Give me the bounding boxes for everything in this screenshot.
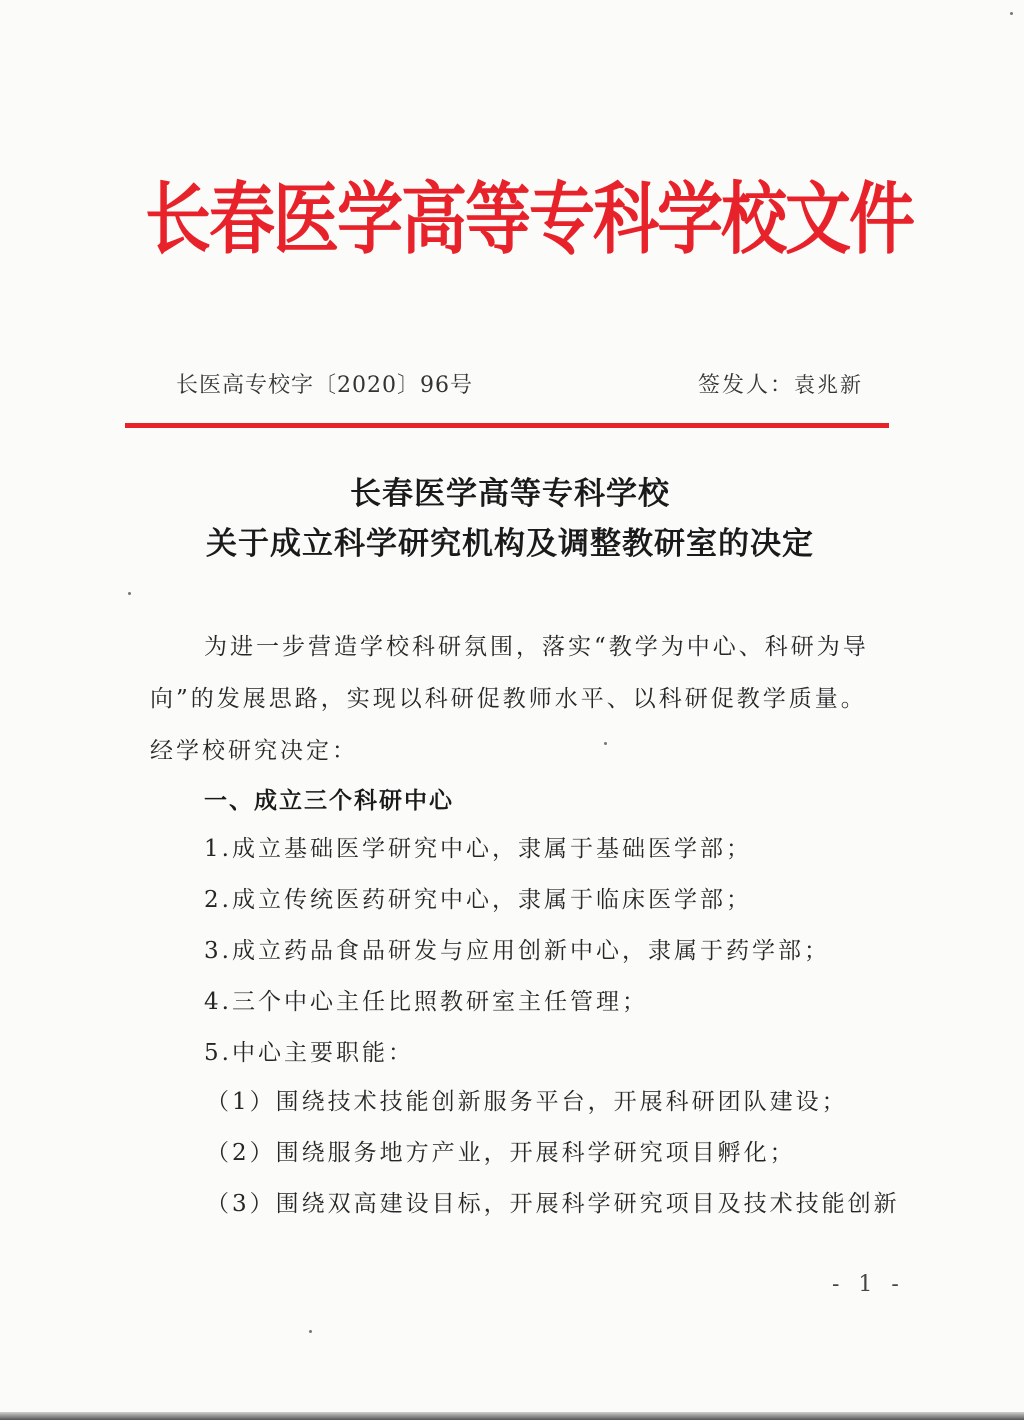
document-number: 长医高专校字〔2020〕96号 <box>176 373 473 398</box>
document-title-line-1: 长春医学高等专科学校 <box>350 476 670 512</box>
red-divider <box>125 423 889 428</box>
list-item-4: 4.三个中心主任比照教研室主任管理； <box>204 989 648 1015</box>
list-item-2: 2.成立传统医药研究中心，隶属于临床医学部； <box>204 887 752 913</box>
list-item-5: 5.中心主要职能： <box>204 1040 414 1066</box>
scan-edge <box>0 1412 1024 1420</box>
scan-speck <box>128 592 131 595</box>
list-item-1: 1.成立基础医学研究中心，隶属于基础医学部； <box>204 836 752 862</box>
section-heading: 一、成立三个科研中心 <box>204 788 454 814</box>
signer-name: 袁兆新 <box>794 373 864 397</box>
sub-item-1: （1）围绕技术技能创新服务平台，开展科研团队建设； <box>206 1089 848 1115</box>
scan-speck <box>604 742 607 745</box>
sub-item-3: （3）围绕双高建设目标，开展科学研究项目及技术技能创新 <box>206 1191 900 1217</box>
document-title-line-2: 关于成立科学研究机构及调整教研室的决定 <box>206 526 814 562</box>
intro-line-1: 为进一步营造学校科研氛围，落实“教学为中心、科研为导 <box>204 634 869 660</box>
list-item-3: 3.成立药品食品研发与应用创新中心，隶属于药学部； <box>204 938 830 964</box>
intro-line-2: 向”的发展思路，实现以科研促教师水平、以科研促教学质量。 <box>150 686 867 712</box>
signer-label: 签发人： <box>698 373 795 398</box>
scan-speck <box>309 1330 312 1333</box>
scan-speck <box>1010 12 1013 15</box>
masthead-title: 长春医学高等专科学校文件 <box>145 173 913 265</box>
sub-item-2: （2）围绕服务地方产业，开展科学研究项目孵化； <box>206 1140 796 1166</box>
signer <box>698 368 863 399</box>
intro-line-3: 经学校研究决定： <box>150 738 358 764</box>
page-number: - 1 - <box>832 1272 905 1297</box>
